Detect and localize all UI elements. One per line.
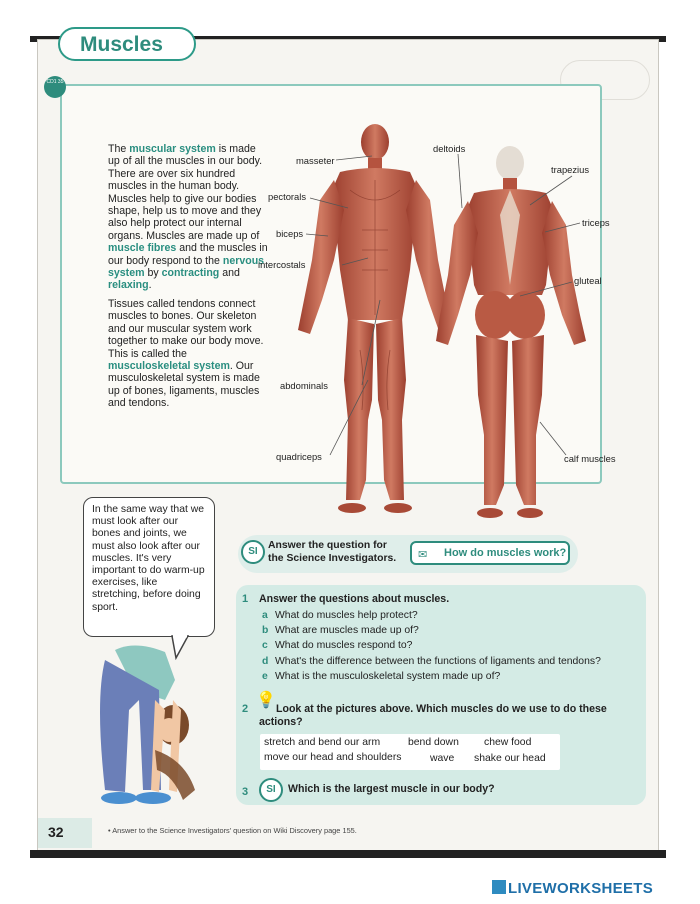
q3-si-badge: SI	[259, 778, 283, 802]
q2-heading-cont: actions?	[259, 716, 303, 728]
q2-options-box	[260, 734, 560, 770]
page-number: 32	[48, 824, 64, 840]
option-wave: wave	[430, 753, 455, 764]
si-question-box	[410, 541, 570, 565]
label-trapezius: trapezius	[551, 164, 590, 175]
q3-number: 3	[242, 786, 249, 798]
text-run: and	[219, 267, 240, 280]
footnote: • Answer to the Science Investigators' question on Wiki Discovery page 155.	[108, 826, 357, 835]
keyword-contracting: contracting	[161, 267, 220, 280]
title-pill	[58, 27, 196, 61]
item-letter: c	[262, 640, 268, 651]
item-letter: b	[262, 625, 269, 636]
keyword-relaxing: relaxing	[108, 279, 149, 292]
text-run: Tissues called tendons connect muscles to bones. Our skeleton and our muscular system work together to make our body move. This is called the	[108, 297, 264, 360]
keyword-muscle-fibres: muscle fibres	[108, 242, 177, 255]
text-run: The	[108, 143, 130, 155]
label-biceps: biceps	[276, 228, 304, 239]
liveworksheets-mark-icon	[492, 880, 506, 894]
option-bend-down: bend down	[408, 737, 459, 748]
page-number-tab	[38, 818, 92, 848]
speech-bubble: In the same way that we must look after our bones and joints, we must also look after our muscles. It's very important to do warm-up exercises, like stretching, before doing sport.	[83, 497, 215, 637]
intro-paragraph-2	[108, 298, 268, 410]
q1-number: 1	[242, 593, 249, 605]
si-question: How do muscles work?	[444, 547, 567, 559]
item-text: What do muscles respond to?	[275, 640, 413, 651]
q1-item-e	[262, 671, 500, 682]
si-prompt	[268, 539, 396, 565]
text-run: . Our musculoskeletal system is made up of bones, ligaments, muscles and tendons.	[108, 359, 260, 410]
lightbulb-icon: 💡	[256, 692, 276, 709]
label-triceps: triceps	[582, 217, 610, 228]
q2-heading	[276, 703, 607, 715]
q3-heading: Which is the largest muscle in our body?	[288, 783, 495, 795]
keyword-nervous-system: nervous system	[108, 254, 265, 280]
page-bottom-edge	[30, 850, 666, 858]
q1-item-d	[262, 656, 601, 667]
item-text: What is the musculoskeletal system made up of?	[275, 671, 501, 682]
logo-text: LIVEWORKSHEETS	[508, 880, 654, 897]
label-calf-muscles: calf muscles	[564, 453, 616, 464]
q2-number: 2	[242, 703, 249, 715]
label-masseter: masseter	[296, 155, 335, 166]
keyword-musculoskeletal-system: musculoskeletal system	[108, 359, 230, 372]
option-chew-food: chew food	[484, 737, 532, 748]
q1-item-c	[262, 640, 412, 651]
si-prompt-line-2: the Science Investigators.	[268, 553, 397, 564]
item-text: What do muscles help protect?	[275, 610, 418, 621]
q1-heading: Answer the questions about muscles.	[259, 593, 450, 605]
option-shake-head: shake our head	[474, 753, 546, 764]
option-stretch-arm: stretch and bend our arm	[264, 737, 381, 748]
label-quadriceps: quadriceps	[276, 451, 322, 462]
option-move-head-shoulders: move our head and shoulders	[264, 752, 402, 763]
si-badge: SI	[241, 540, 265, 564]
liveworksheets-logo	[492, 880, 653, 897]
label-gluteal: gluteal	[574, 275, 602, 286]
page-title: Muscles	[80, 33, 163, 56]
item-text: What's the difference between the functions of ligaments and tendons?	[275, 656, 601, 667]
q2-heading-line-1: Look at the pictures above. Which muscles do we use to do these	[276, 703, 607, 715]
label-deltoids: deltoids	[433, 143, 466, 154]
keyword-muscular-system: muscular system	[129, 143, 216, 155]
cd-track-badge: CD1 35	[44, 76, 66, 98]
envelope-icon: ✉	[418, 549, 428, 561]
q1-item-a	[262, 610, 418, 621]
item-text: What are muscles made up of?	[275, 625, 419, 636]
label-pectorals: pectorals	[268, 191, 307, 202]
item-letter: d	[262, 656, 269, 667]
si-prompt-line-1: Answer the question for	[268, 540, 387, 551]
text-run: is made up of all the muscles in our body. There are over six hundred muscles in the human body. Muscles help to give our bodies shape, help us to move and they also help protect our internal organs. Muscles are made up of	[108, 143, 263, 242]
label-intercostals: intercostals	[258, 259, 306, 270]
back-muscle-figure	[430, 145, 595, 525]
text-run: by	[144, 267, 162, 280]
girl-stretching-illustration	[95, 640, 215, 810]
item-letter: e	[262, 671, 268, 682]
q1-item-b	[262, 625, 419, 636]
intro-text	[108, 143, 268, 416]
label-abdominals: abdominals	[280, 380, 328, 391]
intro-paragraph-1	[108, 143, 268, 292]
text-run: and the muscles in our body respond to the	[108, 242, 268, 267]
text-run: .	[148, 279, 152, 292]
item-letter: a	[262, 610, 268, 621]
